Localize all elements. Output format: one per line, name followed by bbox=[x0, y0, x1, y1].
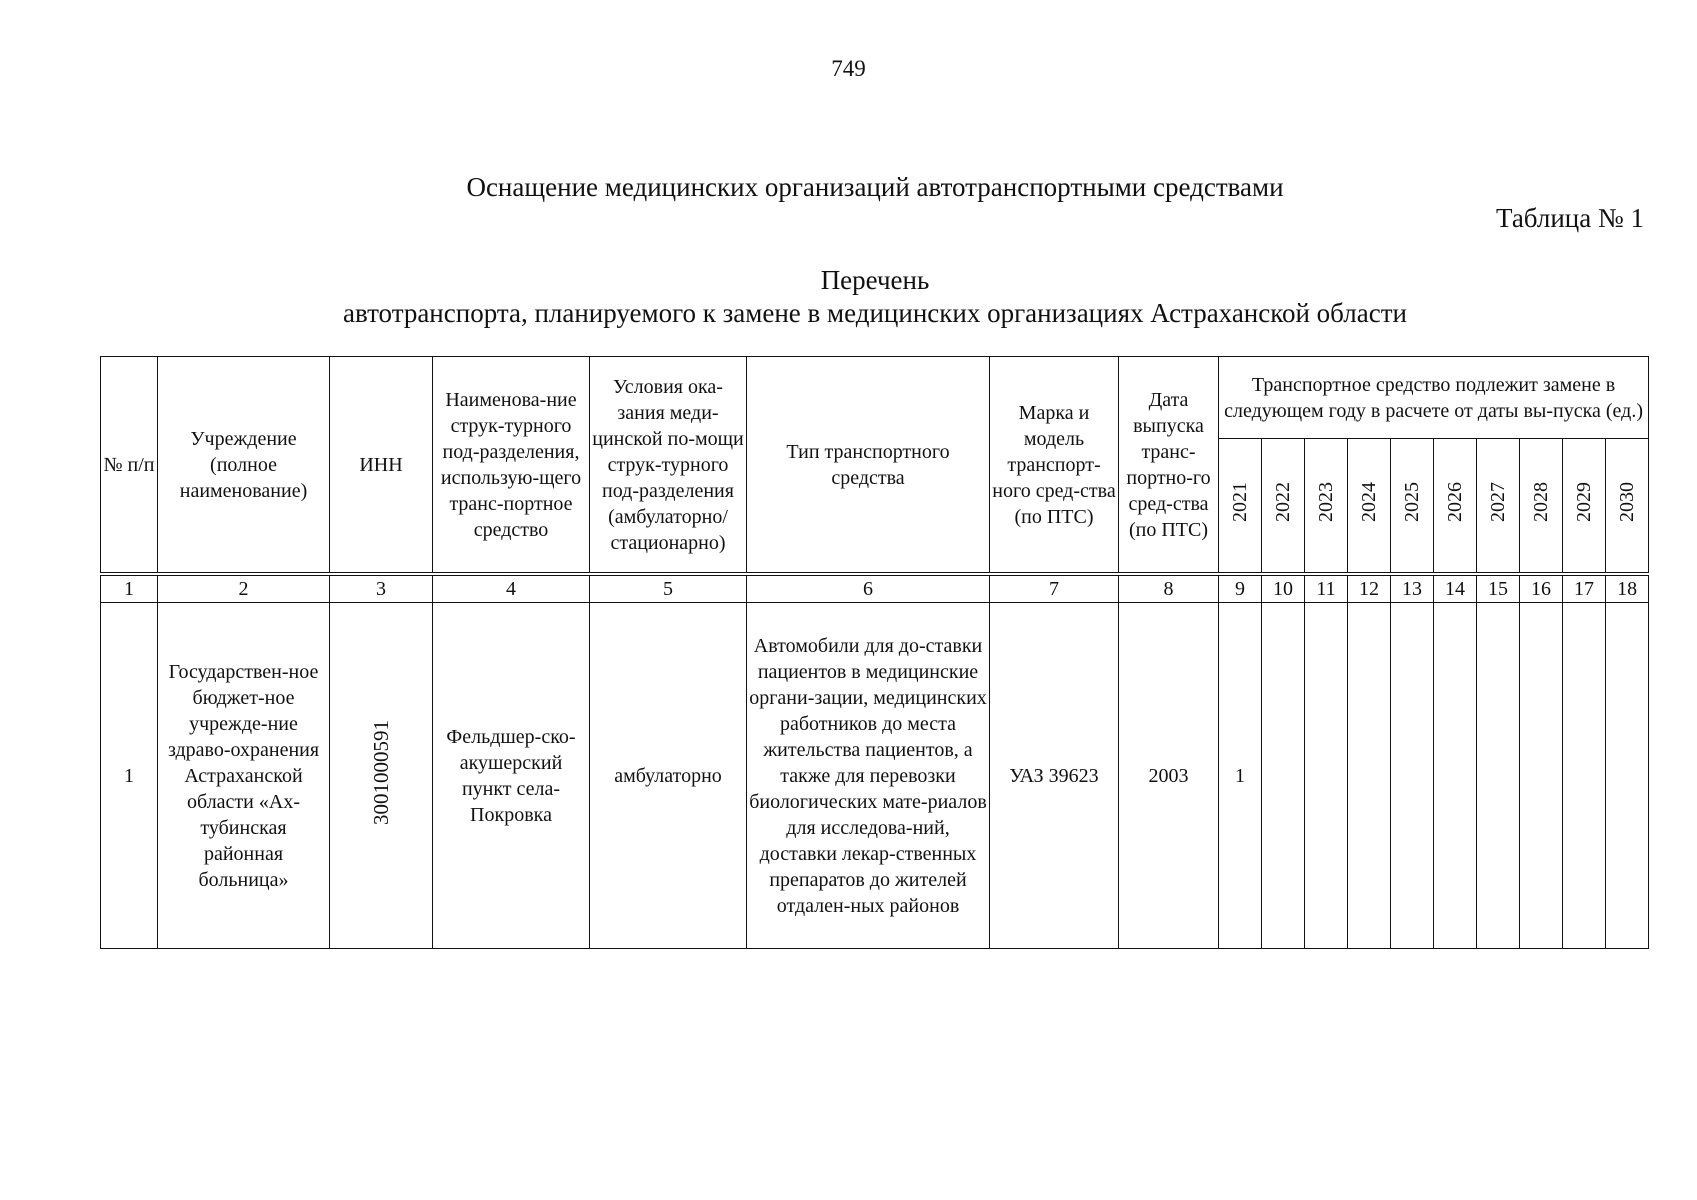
vehicle-replacement-table bbox=[100, 356, 1649, 949]
column-number: 6 bbox=[747, 574, 990, 603]
cell-year bbox=[1305, 603, 1348, 949]
column-number: 3 bbox=[330, 574, 433, 603]
cell-inn bbox=[330, 603, 433, 949]
cell-release-date: 2003 bbox=[1119, 603, 1219, 949]
section-title: Оснащение медицинских организаций автотранспортными средствами bbox=[466, 172, 1284, 202]
header-unit-name: Наименова-ние струк-турного под-разделения, использую-щего транс-портное средство bbox=[433, 357, 590, 575]
header-inn: ИНН bbox=[330, 357, 433, 575]
cell-year bbox=[1520, 603, 1563, 949]
cell-year bbox=[1262, 603, 1305, 949]
header-release-date: Дата выпуска транс-портно-го сред-ства (по ПТС) bbox=[1119, 357, 1219, 575]
header-year-label: 2025 bbox=[1401, 482, 1423, 522]
column-number-row bbox=[101, 574, 1649, 603]
header-year bbox=[1434, 439, 1477, 575]
header-institution: Учреждение (полное наименование) bbox=[158, 357, 330, 575]
header-num: № п/п bbox=[101, 357, 158, 575]
cell-year bbox=[1391, 603, 1434, 949]
cell-vehicle-type: Автомобили для до-ставки пациентов в медицинские органи-зации, медицинских работников до места жительства пациентов, а также для перевозки биологических мате-риалов для исследова-ний, доставки лекар-ственных препаратов до жителей отдален-ных районов bbox=[747, 603, 990, 949]
column-number: 18 bbox=[1606, 574, 1649, 603]
cell-year bbox=[1348, 603, 1391, 949]
cell-unit-name: Фельдшер-ско-акушерский пункт села-Покровка bbox=[433, 603, 590, 949]
cell-year bbox=[1606, 603, 1649, 949]
header-year bbox=[1262, 439, 1305, 575]
header-year-label: 2024 bbox=[1358, 482, 1380, 522]
header-year-label: 2030 bbox=[1616, 482, 1639, 522]
column-number: 13 bbox=[1391, 574, 1434, 603]
header-year bbox=[1305, 439, 1348, 575]
column-number: 15 bbox=[1477, 574, 1520, 603]
column-number: 8 bbox=[1119, 574, 1219, 603]
column-number: 16 bbox=[1520, 574, 1563, 603]
list-heading bbox=[250, 264, 1500, 330]
header-year-label: 2022 bbox=[1272, 482, 1294, 522]
column-number: 17 bbox=[1563, 574, 1606, 603]
header-year bbox=[1391, 439, 1434, 575]
header-year bbox=[1606, 439, 1649, 575]
list-heading-line1: Перечень bbox=[820, 265, 930, 295]
header-vehicle-type: Тип транспортного средства bbox=[747, 357, 990, 575]
page-number: 749 bbox=[831, 56, 866, 81]
header-replacement-group: Транспортное средство подлежит замене в следующем году в расчете от даты вы-пуска (ед.) bbox=[1219, 357, 1649, 439]
cell-brand-model: УАЗ 39623 bbox=[990, 603, 1119, 949]
cell-num: 1 bbox=[101, 603, 158, 949]
column-number: 12 bbox=[1348, 574, 1391, 603]
cell-year: 1 bbox=[1219, 603, 1262, 949]
column-number: 1 bbox=[101, 574, 158, 603]
column-number: 10 bbox=[1262, 574, 1305, 603]
column-number: 14 bbox=[1434, 574, 1477, 603]
table-label: Таблица № 1 bbox=[1496, 203, 1644, 233]
header-year-label: 2021 bbox=[1229, 482, 1251, 522]
cell-year bbox=[1477, 603, 1520, 949]
header-year bbox=[1219, 439, 1262, 575]
list-heading-line2: автотранспорта, планируемого к замене в медицинских организациях Астраханской области bbox=[343, 298, 1407, 328]
header-year bbox=[1563, 439, 1606, 575]
header-year-label: 2026 bbox=[1444, 482, 1466, 522]
header-year bbox=[1348, 439, 1391, 575]
header-year bbox=[1477, 439, 1520, 575]
header-year-label: 2029 bbox=[1573, 482, 1595, 522]
column-number: 5 bbox=[590, 574, 747, 603]
cell-institution: Государствен-ное бюджет-ное учрежде-ние здраво-охранения Астраханской области «Ах-тубинская районная больница» bbox=[158, 603, 330, 949]
column-number: 4 bbox=[433, 574, 590, 603]
table-row bbox=[101, 603, 1649, 949]
column-number: 7 bbox=[990, 574, 1119, 603]
header-year bbox=[1520, 439, 1563, 575]
header-brand-model: Марка и модель транспорт-ного сред-ства (по ПТС) bbox=[990, 357, 1119, 575]
header-year-label: 2023 bbox=[1315, 482, 1337, 522]
cell-inn-value: 3001000591 bbox=[369, 719, 393, 825]
cell-year bbox=[1563, 603, 1606, 949]
column-number: 2 bbox=[158, 574, 330, 603]
header-conditions: Условия ока-зания меди-цинской по-мощи струк-турного под-разделения (амбулаторно/ стационарно) bbox=[590, 357, 747, 575]
header-year-label: 2027 bbox=[1487, 482, 1509, 522]
cell-conditions: амбулаторно bbox=[590, 603, 747, 949]
column-number: 9 bbox=[1219, 574, 1262, 603]
cell-year bbox=[1434, 603, 1477, 949]
header-year-label: 2028 bbox=[1530, 482, 1552, 522]
column-number: 11 bbox=[1305, 574, 1348, 603]
